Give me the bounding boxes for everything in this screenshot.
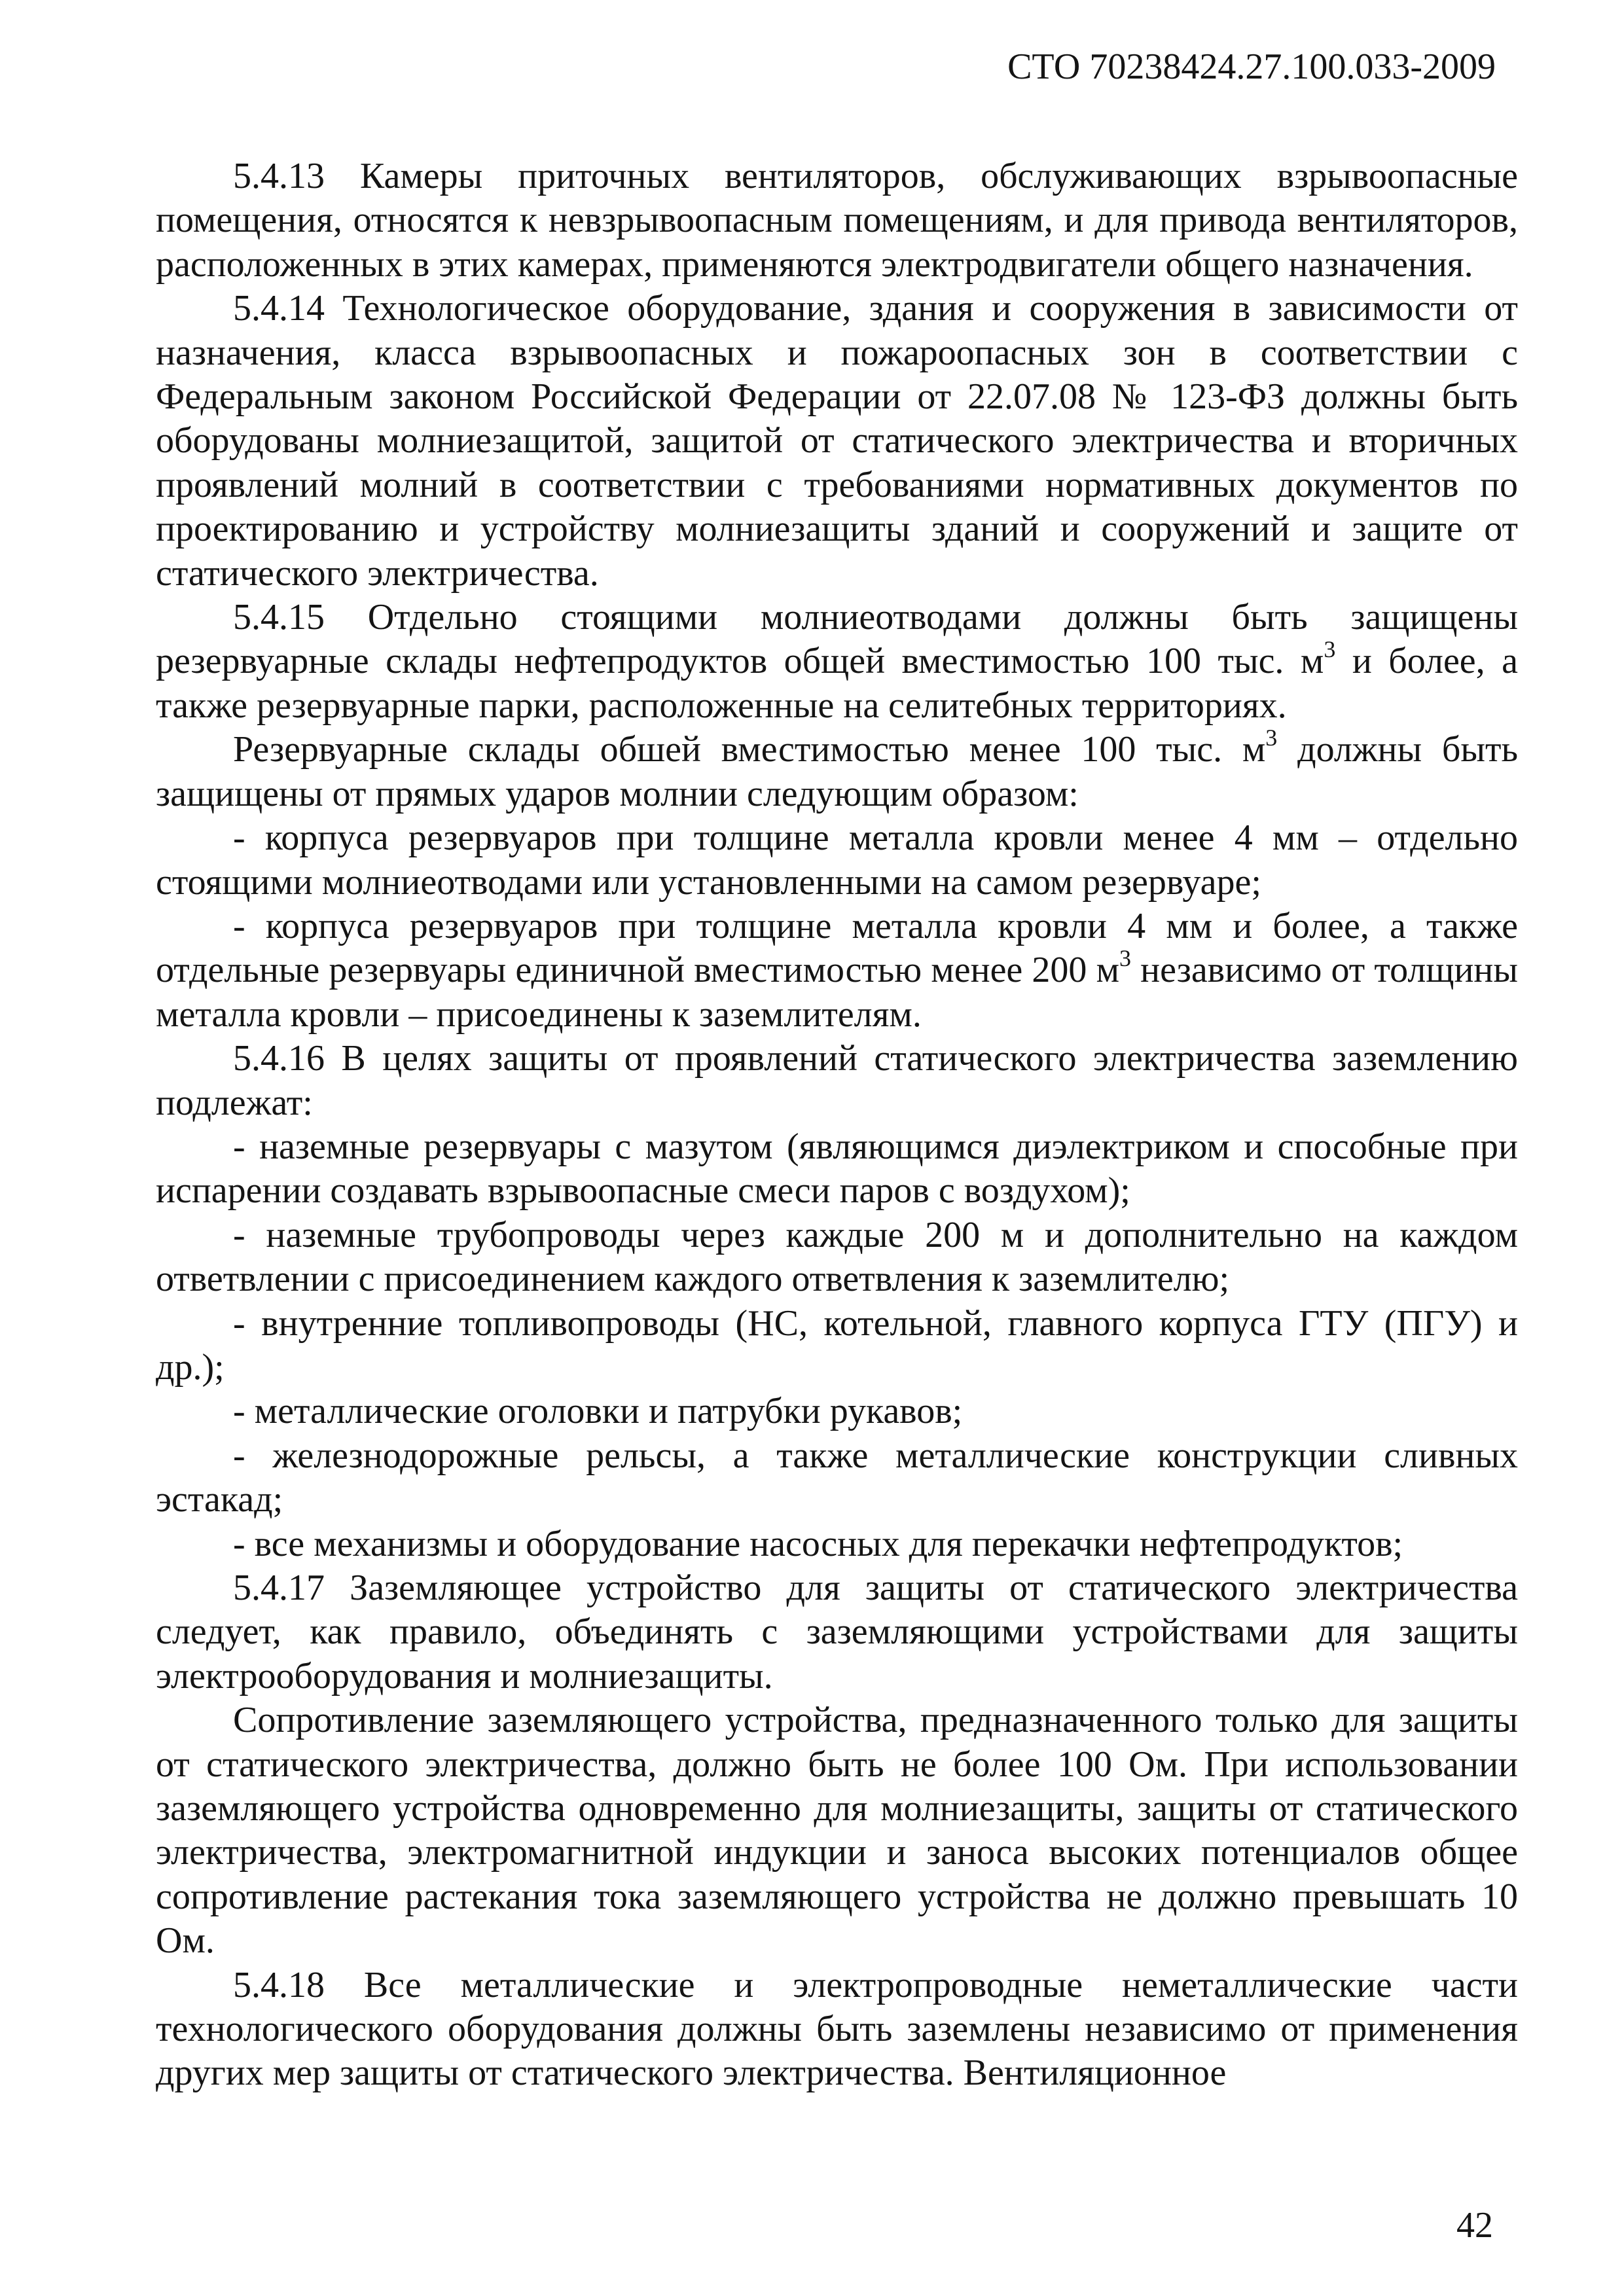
paragraph-5-4-13: 5.4.13 Камеры приточных вентиляторов, обслуживающих взрывоопасные помещения, относятся к невзрывоопасным помещениям, и для привода вентиляторов, расположенных в этих камерах, применяются электродвигатели общего назначения. bbox=[156, 156, 1518, 285]
paragraph-5-4-16: 5.4.16 В целях защиты от проявлений статического электричества заземлению подлежат: bbox=[156, 1038, 1518, 1123]
list-item: - железнодорожные рельсы, а также металлические конструкции сливных эстакад; bbox=[156, 1435, 1518, 1520]
paragraph-text: независимо от толщины металла кровли – присоединены к заземлителям. bbox=[156, 950, 1519, 1035]
paragraph-text: должны быть защищены от прямых ударов молнии следующим образом: bbox=[156, 729, 1518, 814]
list-item: - наземные резервуары с мазутом (являющимся диэлектриком и способные при испарении создавать взрывоопасные смеси паров с воздухом); bbox=[156, 1126, 1518, 1211]
paragraph-5-4-17: 5.4.17 Заземляющее устройство для защиты от статического электричества следует, как правило, объединять с заземляющими устройствами для защиты электрооборудования и молниезащиты. bbox=[156, 1568, 1518, 1696]
superscript: 3 bbox=[1119, 945, 1132, 972]
paragraph-5-4-14: 5.4.14 Технологическое оборудование, здания и сооружения в зависимости от назначения, класса взрывоопасных и пожароопасных зон в соответствии с Федеральным законом Российской Федерации от 22.07.08 № 123-ФЗ должны быть оборудованы молниезащитой, защитой от статического электричества и вторичных проявлений молний в соответствии с требованиями нормативных документов по проектированию и устройству молниезащиты зданий и сооружений и защите от статического электричества. bbox=[156, 288, 1518, 594]
list-item: - металлические оголовки и патрубки рукавов; bbox=[233, 1391, 963, 1432]
superscript: 3 bbox=[1265, 725, 1278, 751]
list-item: - наземные трубопроводы через каждые 200 м и дополнительно на каждом ответвлении с присоединением каждого ответвления к заземлителю; bbox=[156, 1214, 1518, 1300]
paragraph-5-4-15 bbox=[156, 596, 1518, 728]
superscript: 3 bbox=[1324, 636, 1336, 663]
list-item: - все механизмы и оборудование насосных для перекачки нефтепродуктов; bbox=[233, 1523, 1403, 1564]
paragraph-resistance: Сопротивление заземляющего устройства, предназначенного только для защиты от статического электричества, должно быть не более 100 Ом. При использовании заземляющего устройства одновременно для молниезащиты, защиты от статического электричества, электромагнитной индукции и заноса высоких потенциалов общее сопротивление растекания тока заземляющего устройства не должно превышать 10 Ом. bbox=[156, 1700, 1518, 1962]
paragraph-tank-storage bbox=[156, 725, 1518, 816]
list-item: - корпуса резервуаров при толщине металла кровли менее 4 мм – отдельно стоящими молниеотводами или установленными на самом резервуаре; bbox=[156, 817, 1518, 903]
page-number: 42 bbox=[1456, 2205, 1493, 2246]
list-item bbox=[156, 905, 1518, 1037]
paragraph-text: - корпуса резервуаров при толщине металла кровли 4 мм и более, а также отдельные резервуары единичной вместимостью менее 200 м bbox=[156, 905, 1518, 991]
paragraph-text: 5.4.15 Отдельно стоящими молниеотводами должны быть защищены резервуарные склады нефтепродуктов общей вместимостью 100 тыс. м bbox=[156, 597, 1518, 682]
paragraph-text: Резервуарные склады обшей вместимостью менее 100 тыс. м bbox=[233, 729, 1266, 770]
page-body bbox=[156, 154, 1518, 2096]
list-item: - внутренние топливопроводы (НС, котельной, главного корпуса ГТУ (ПГУ) и др.); bbox=[156, 1302, 1518, 1388]
paragraph-text: и более, а также резервуарные парки, расположенные на селитебных территориях. bbox=[156, 641, 1518, 726]
document-code: СТО 70238424.27.100.033-2009 bbox=[1007, 46, 1496, 87]
paragraph-5-4-18: 5.4.18 Все металлические и электропроводные неметаллические части технологического оборудования должны быть заземлены независимо от применения других мер защиты от статического электричества. Вентиляционное bbox=[156, 1964, 1518, 2094]
